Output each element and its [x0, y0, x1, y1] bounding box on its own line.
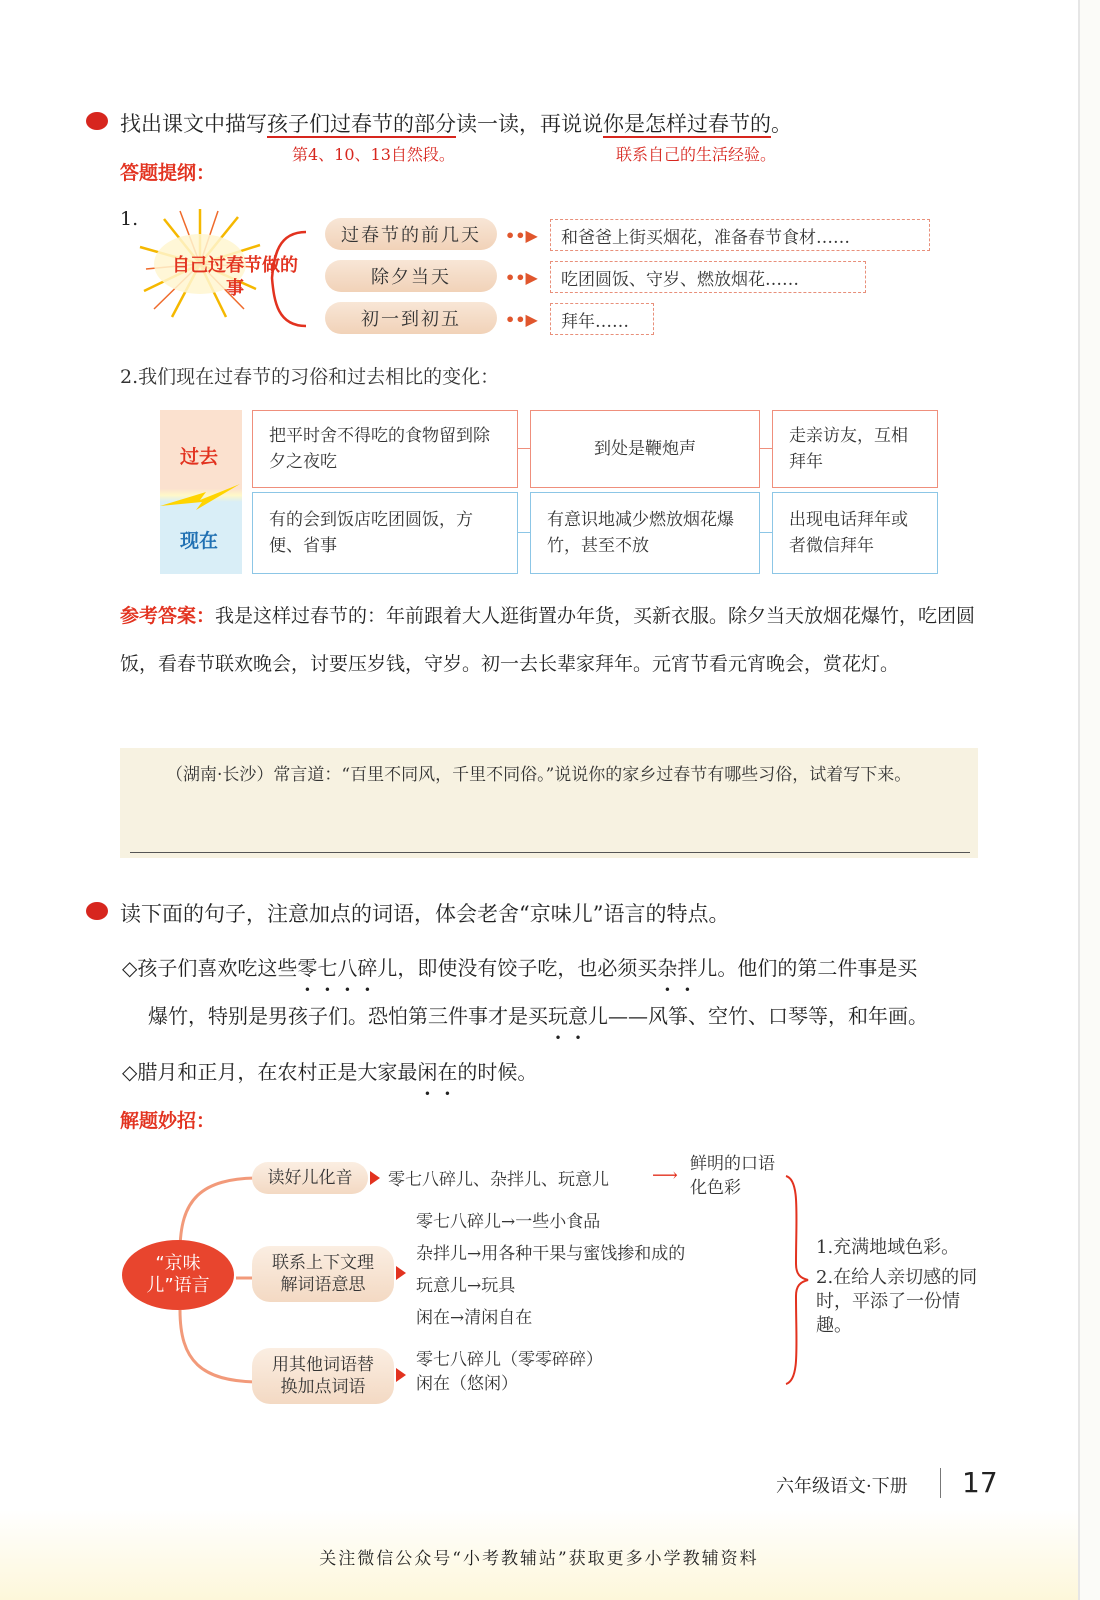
title-part: 读一读，再说说	[456, 112, 603, 136]
timeline-pill-before: 过春节的前几天	[325, 218, 497, 250]
triangle-arrow-icon	[396, 1266, 406, 1280]
branch-pill-replace: 用其他词语替换加点词语	[252, 1348, 394, 1404]
sentence-text: ◇孩子们喜欢吃这些	[122, 956, 298, 980]
arrow-right-icon: ••▶	[505, 268, 538, 287]
lightning-divider-icon	[160, 480, 242, 514]
activity-box-before: 和爸爸上街买烟花，准备春节食材……	[550, 219, 930, 251]
timeline-pill-eve: 除夕当天	[325, 260, 497, 292]
summary	[816, 1236, 978, 1338]
outline-label: 答题提纲：	[120, 162, 216, 184]
branch-pill-erhua: 读好儿化音	[252, 1162, 368, 1194]
triangle-arrow-icon	[396, 1368, 406, 1382]
example-sentence-1-line-1	[122, 952, 917, 981]
note-experience: 联系自己的生活经验。	[616, 145, 777, 164]
footer-notice: 关注微信公众号“小考教辅站”获取更多小学教辅资料	[319, 1549, 759, 1569]
title-part: 找出课文中描写	[120, 112, 267, 136]
extension-prompt: （湖南·长沙）常言道：“百里不同风，千里不同俗。”说说你的家乡过春节有哪些习俗，试着写下来。	[166, 765, 912, 785]
page-number: 17	[962, 1466, 998, 1499]
title-underlined-part: 你是怎样过春节的	[603, 112, 771, 136]
mindmap-center: “京味儿”语言	[122, 1240, 234, 1310]
meaning-line: 闲在→清闲自在	[416, 1308, 533, 1328]
branch-3-replacements	[416, 1348, 603, 1396]
connector	[760, 448, 772, 449]
summary-point: 1.充满地域色彩。	[816, 1237, 960, 1258]
branch-2-meanings	[416, 1206, 685, 1334]
example-sentence-2	[122, 1056, 537, 1085]
now-cell-restaurant: 有的会到饭店吃团圆饭，方便、省事	[252, 492, 518, 574]
dotted-word: 杂拌儿	[657, 956, 718, 980]
bracket-connector	[262, 228, 312, 330]
question-1-title	[120, 108, 792, 138]
sentence-text: 的时候。	[457, 1060, 538, 1084]
title-underlined-part: 孩子们过春节的部分	[267, 112, 456, 136]
item-2-title: 2.我们现在过春节的习俗和过去相比的变化：	[120, 366, 500, 388]
question-bullet-1	[86, 112, 108, 130]
sentence-text: 爆竹，特别是男孩子们。恐怕第三件事才是买	[148, 1004, 548, 1028]
dotted-word: 零七八碎儿	[297, 956, 398, 980]
book-title: 六年级语文·下册	[776, 1476, 908, 1497]
timeline-pill-days: 初一到初五	[325, 302, 497, 334]
example-sentence-1-line-2	[148, 1000, 928, 1029]
branch-1-words: 零七八碎儿、杂拌儿、玩意儿	[388, 1170, 609, 1190]
footer-divider	[940, 1468, 941, 1498]
dotted-word: 玩意儿	[548, 1004, 608, 1028]
right-brace	[782, 1174, 812, 1386]
arrow-right-icon: ••▶	[505, 310, 538, 329]
branch-pill-context: 联系上下文理解词语意思	[252, 1246, 394, 1302]
now-cell-phone-greetings: 出现电话拜年或者微信拜年	[772, 492, 938, 574]
now-label: 现在	[180, 530, 219, 552]
activity-box-days: 拜年……	[550, 303, 654, 335]
question-2-title: 读下面的句子，注意加点的词语，体会老舍“京味儿”语言的特点。	[120, 902, 730, 926]
answer-label: 参考答案：	[120, 605, 216, 627]
connector	[518, 448, 530, 449]
summary-point: 2.在给人亲切感的同时，平添了一份情趣。	[816, 1267, 978, 1336]
past-label: 过去	[180, 446, 219, 468]
now-cell-reduce-fireworks: 有意识地减少燃放烟花爆竹，甚至不放	[530, 492, 760, 574]
triangle-arrow-icon	[370, 1171, 380, 1185]
sentence-text: 。他们的第二件事是买	[717, 956, 918, 980]
arrow-right-icon: ••▶	[505, 226, 538, 245]
meaning-line: 杂拌儿→用各种干果与蜜饯掺和成的	[416, 1244, 686, 1264]
past-cell-firecrackers: 到处是鞭炮声	[530, 410, 760, 488]
activity-box-eve: 吃团圆饭、守岁、燃放烟花……	[550, 261, 866, 293]
dotted-word: 闲在	[417, 1060, 458, 1084]
sentence-text: ◇腊月和正月，在农村正是大家最	[122, 1060, 418, 1084]
sentence-text: ——风筝、空竹、口琴等，和年画。	[608, 1004, 928, 1028]
arrow-right-icon: ⟶	[652, 1165, 678, 1186]
meaning-line: 玩意儿→玩具	[416, 1276, 516, 1296]
replacement-line: 零七八碎儿（零零碎碎）	[416, 1350, 603, 1370]
branch-1-result: 鲜明的口语化色彩	[690, 1154, 775, 1198]
burst-label: 自己过春节做的事	[172, 255, 298, 299]
past-cell-food: 把平时舍不得吃的食物留到除夕之夜吃	[252, 410, 518, 488]
question-bullet-2	[86, 902, 108, 920]
note-paragraphs: 第4、10、13自然段。	[292, 145, 455, 164]
writing-line[interactable]	[130, 852, 970, 853]
sentence-text: ，即使没有饺子吃，也必须买	[397, 956, 658, 980]
reference-answer	[120, 592, 980, 688]
answer-text: 我是这样过春节的：年前跟着大人逛街置办年货，买新衣服。除夕当天放烟花爆竹，吃团圆饭，看春节联欢晚会，讨要压岁钱，守岁。初一去长辈家拜年。元宵节看元宵晚会，赏花灯。	[120, 605, 976, 675]
replacement-line: 闲在（悠闲）	[416, 1374, 518, 1394]
connector	[518, 532, 530, 533]
tips-label: 解题妙招：	[120, 1110, 216, 1132]
connector	[760, 532, 772, 533]
title-part: 。	[771, 112, 792, 136]
past-cell-visits: 走亲访友，互相拜年	[772, 410, 938, 488]
meaning-line: 零七八碎儿→一些小食品	[416, 1212, 601, 1232]
item-1-number: 1.	[120, 208, 139, 230]
